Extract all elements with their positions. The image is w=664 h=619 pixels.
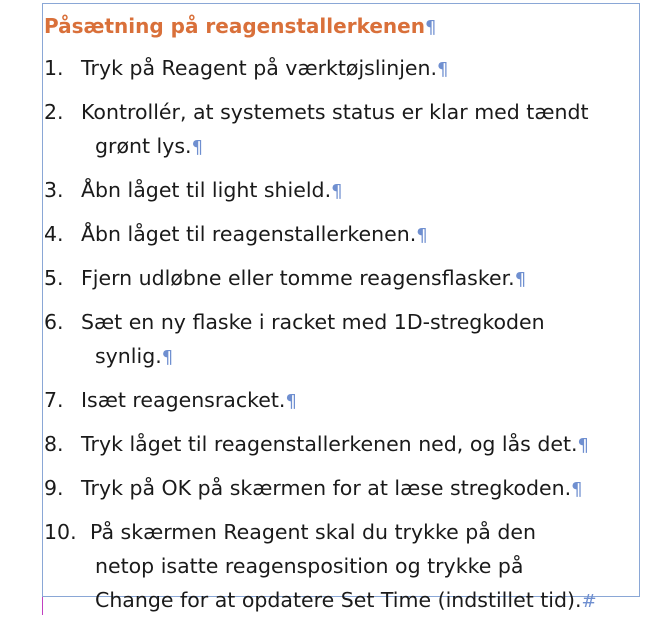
pilcrow-mark: ¶ xyxy=(437,59,449,80)
heading-text: Påsætning på reagenstallerkenen xyxy=(44,14,425,38)
step-text: Tryk låget til reagenstallerkenen ned, og lås det.¶ xyxy=(81,432,589,456)
step-text-continued: grønt lys.¶ xyxy=(95,134,204,158)
step-text: Isæt reagensracket.¶ xyxy=(81,388,297,412)
frame-edge-marker xyxy=(42,597,43,615)
step-number: 2. xyxy=(44,100,64,124)
step-text: Tryk på Reagent på værktøjslinjen.¶ xyxy=(81,56,449,80)
document-body xyxy=(44,10,644,619)
list-item[interactable] xyxy=(44,383,644,419)
step-number: 10. xyxy=(44,520,77,544)
list-item[interactable] xyxy=(44,515,644,619)
pilcrow-mark: ¶ xyxy=(161,347,174,368)
step-text: Fjern udløbne eller tomme reagensflasker.¶ xyxy=(81,266,527,290)
pilcrow-mark: ¶ xyxy=(416,225,428,246)
pilcrow-mark: ¶ xyxy=(571,479,583,500)
step-number: 9. xyxy=(44,476,64,500)
list-item[interactable] xyxy=(44,471,644,507)
step-text: På skærmen Reagent skal du trykke på den xyxy=(90,520,536,544)
step-text: Tryk på OK på skærmen for at læse stregkoden.¶ xyxy=(81,476,583,500)
pilcrow-mark: ¶ xyxy=(191,137,204,158)
list-item[interactable] xyxy=(44,217,644,253)
list-item[interactable] xyxy=(44,261,644,297)
steps-list xyxy=(44,51,644,619)
end-of-story-mark: # xyxy=(581,591,597,612)
step-text-continued: netop isatte reagensposition og trykke på xyxy=(95,554,524,578)
step-number: 4. xyxy=(44,222,64,246)
step-text: Sæt en ny flaske i racket med 1D-stregkoden xyxy=(81,310,545,334)
pilcrow-mark: ¶ xyxy=(424,17,437,38)
step-text: Åbn låget til reagenstallerkenen.¶ xyxy=(81,222,428,246)
step-text-continued: Change for at opdatere Set Time (indstillet tid).# xyxy=(95,588,597,612)
section-heading[interactable] xyxy=(44,10,644,44)
pilcrow-mark: ¶ xyxy=(514,269,527,290)
list-item[interactable] xyxy=(44,427,644,463)
list-item[interactable] xyxy=(44,305,644,375)
step-number: 7. xyxy=(44,388,64,412)
list-item[interactable] xyxy=(44,95,644,165)
step-number: 3. xyxy=(44,178,64,202)
pilcrow-mark: ¶ xyxy=(331,181,343,202)
list-item[interactable] xyxy=(44,173,644,209)
pilcrow-mark: ¶ xyxy=(577,435,589,456)
list-item[interactable] xyxy=(44,51,644,87)
step-text: Kontrollér, at systemets status er klar med tændt xyxy=(81,100,589,124)
step-number: 1. xyxy=(44,56,64,80)
pilcrow-mark: ¶ xyxy=(285,391,297,412)
step-text-continued: synlig.¶ xyxy=(95,344,174,368)
step-text: Åbn låget til light shield.¶ xyxy=(81,178,343,202)
step-number: 6. xyxy=(44,310,64,334)
step-number: 8. xyxy=(44,432,64,456)
step-number: 5. xyxy=(44,266,64,290)
